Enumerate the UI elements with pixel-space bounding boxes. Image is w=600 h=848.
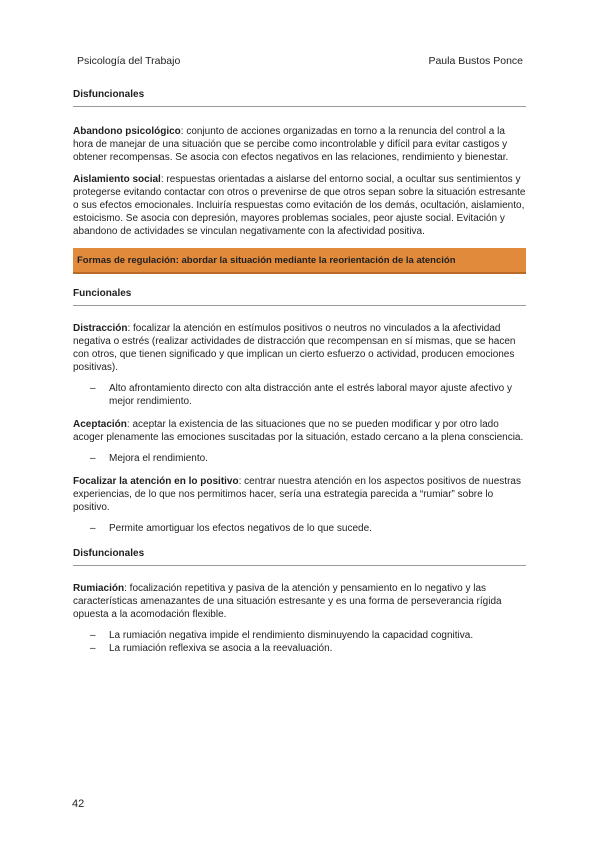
bullet-text: La rumiación reflexiva se asocia a la reevaluación. xyxy=(109,643,333,654)
header-course-title: Psicología del Trabajo xyxy=(77,55,181,67)
definition-abandono: : conjunto de acciones organizadas en torno a la renuncia del control a la hora de manejar de una situación que se percibe como incontrolable y difícil para evitar castigos y obtener recompensas. Se asocia con efectos negativos en las relaciones, rendimiento y bienestar. xyxy=(73,126,509,163)
dash-marker: – xyxy=(90,630,96,641)
page-number: 42 xyxy=(72,798,85,810)
term-focalizar: Focalizar la atención en lo positivo xyxy=(73,476,239,487)
dash-marker: – xyxy=(90,643,96,654)
bullet-list-distraccion xyxy=(73,382,526,408)
definition-aceptacion: : aceptar la existencia de las situaciones que no se pueden modificar y por otro lado acoger plenamente las emociones suscitadas por la situación, estado cercano a la plena consciencia. xyxy=(73,419,524,443)
bullet-text: La rumiación negativa impide el rendimiento disminuyendo la capacidad cognitiva. xyxy=(109,630,474,641)
section-divider xyxy=(73,565,526,566)
paragraph-aislamiento xyxy=(73,173,526,238)
bullet-list-rumiacion xyxy=(73,629,526,655)
dash-marker: – xyxy=(90,453,96,464)
definition-focalizar: : centrar nuestra atención en los aspectos positivos de nuestras experiencias, de lo que nos permitimos hacer, sería una estrategia parecida a “rumiar” sobre lo positivo. xyxy=(73,476,521,513)
section-divider xyxy=(73,106,526,107)
bullet-text: Mejora el rendimiento. xyxy=(109,453,208,464)
term-distraccion: Distracción xyxy=(73,323,128,334)
term-rumiacion: Rumiación xyxy=(73,583,125,594)
paragraph-abandono xyxy=(73,125,526,164)
term-abandono: Abandono psicológico xyxy=(73,126,181,137)
list-item xyxy=(73,629,526,642)
term-aislamiento: Aislamiento social xyxy=(73,174,161,185)
dash-marker: – xyxy=(90,383,96,394)
list-item xyxy=(73,642,526,655)
definition-aislamiento: : respuestas orientadas a aislarse del entorno social, a ocultar sus sentimientos y protegerse evitando contactar con otros o prevenirse de que otros sepan sobre la situación estresante o sus efectos emocionales. Incluiría respuestas como evitación de los demás, ocultación, aislamiento, estoicismo. Se asocia con depresión, mayores problemas sociales, peor ajuste social. Evitación y abandono de actividades se vinculan negativamente con la afectividad positiva. xyxy=(73,174,526,237)
bullet-list-aceptacion xyxy=(73,452,526,465)
bullet-text: Alto afrontamiento directo con alta distracción ante el estrés laboral mayor ajuste afectivo y mejor rendimiento. xyxy=(109,383,512,407)
paragraph-aceptacion xyxy=(73,418,526,444)
paragraph-focalizar xyxy=(73,475,526,514)
section-heading-disfuncionales: Disfuncionales xyxy=(73,89,145,100)
section-divider xyxy=(73,305,526,306)
list-item xyxy=(73,382,526,408)
bullet-list-focalizar xyxy=(73,522,526,535)
header-author: Paula Bustos Ponce xyxy=(428,55,523,67)
paragraph-rumiacion xyxy=(73,582,526,621)
regulation-banner: Formas de regulación: abordar la situación mediante la reorientación de la atención xyxy=(73,248,526,274)
definition-distraccion: : focalizar la atención en estímulos positivos o neutros no vinculados a la afectividad negativa o estrés (realizar actividades de distracción que recompensan en sí mismas, que se hacen con otros, que tienen significado y que implican un cierto esfuerzo o actividad, producen emociones positivas). xyxy=(73,323,516,373)
page-header xyxy=(77,55,523,67)
dash-marker: – xyxy=(90,523,96,534)
list-item xyxy=(73,452,526,465)
section-heading-funcionales: Funcionales xyxy=(73,288,132,299)
term-aceptacion: Aceptación xyxy=(73,419,127,430)
definition-rumiacion: : focalización repetitiva y pasiva de la atención y pensamiento en lo negativo y las características amenazantes de una situación estresante y es una forma de perseverancia rígida opuesta a la acomodación flexible. xyxy=(73,583,502,620)
bullet-text: Permite amortiguar los efectos negativos de lo que sucede. xyxy=(109,523,372,534)
page-content xyxy=(73,88,526,655)
section-heading-disfuncionales: Disfuncionales xyxy=(73,548,145,559)
paragraph-distraccion xyxy=(73,322,526,374)
list-item xyxy=(73,522,526,535)
